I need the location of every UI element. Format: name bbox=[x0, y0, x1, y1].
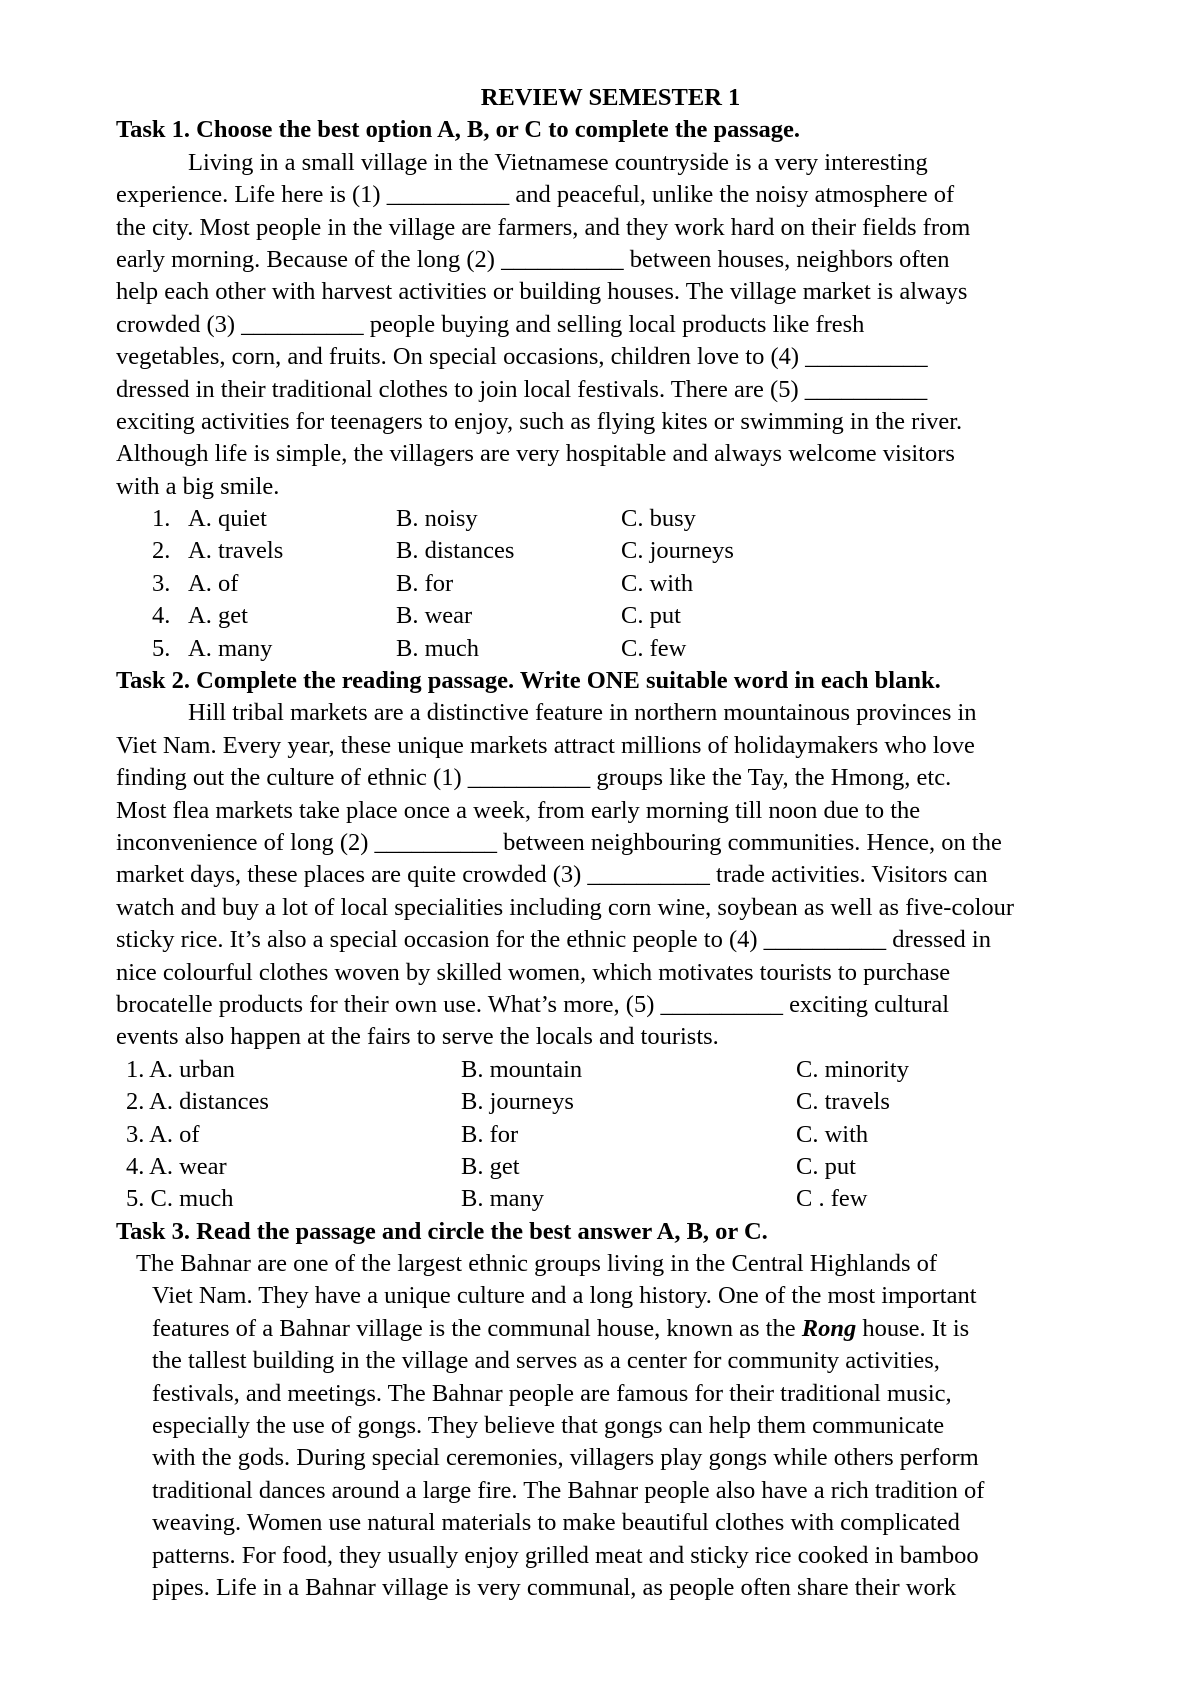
passage-line: Living in a small village in the Vietnamese countryside is a very interesting bbox=[188, 148, 928, 176]
option-b: B. mountain bbox=[461, 1055, 583, 1083]
passage-line: brocatelle products for their own use. What’s more, (5) __________ exciting cultural bbox=[116, 990, 949, 1018]
passage-line: help each other with harvest activities or building houses. The village market is always bbox=[116, 278, 968, 306]
option-b: B. noisy bbox=[396, 505, 478, 533]
option-c: C . few bbox=[796, 1185, 868, 1213]
option-b: B. much bbox=[396, 634, 480, 662]
passage-line: with the gods. During special ceremonies, villagers play gongs while others perform bbox=[152, 1444, 979, 1472]
passage-line: Although life is simple, the villagers are very hospitable and always welcome visitors bbox=[116, 440, 955, 468]
option-b: B. journeys bbox=[461, 1088, 574, 1116]
option-row bbox=[116, 1119, 1105, 1151]
option-c: C. with bbox=[621, 569, 694, 597]
option-a: 4. A. wear bbox=[126, 1152, 227, 1180]
option-a: 3. A. of bbox=[126, 1120, 200, 1148]
question-number: 1. bbox=[152, 505, 171, 533]
option-c: C. put bbox=[621, 602, 681, 630]
question-number: 4. bbox=[152, 602, 171, 630]
option-c: C. put bbox=[796, 1152, 856, 1180]
passage-line: especially the use of gongs. They believe that gongs can help them communicate bbox=[152, 1412, 945, 1440]
passage-line: early morning. Because of the long (2) __________ between houses, neighbors often bbox=[116, 245, 950, 273]
passage-line: traditional dances around a large fire. The Bahnar people also have a rich tradition of bbox=[152, 1476, 985, 1504]
passage-line: finding out the culture of ethnic (1) __________ groups like the Tay, the Hmong, etc. bbox=[116, 764, 952, 792]
passage-text: house. It is bbox=[856, 1314, 970, 1342]
passage-line: weaving. Women use natural materials to make beautiful clothes with complicated bbox=[152, 1509, 960, 1537]
option-a: A. get bbox=[188, 602, 248, 630]
passage-line: experience. Life here is (1) __________ and peaceful, unlike the noisy atmosphere of bbox=[116, 181, 955, 209]
option-b: B. wear bbox=[396, 602, 473, 630]
option-b: B. for bbox=[461, 1120, 519, 1148]
option-a: 5. C. much bbox=[126, 1185, 234, 1213]
passage-line: dressed in their traditional clothes to join local festivals. There are (5) __________ bbox=[116, 375, 928, 403]
task3-passage bbox=[116, 1248, 1105, 1604]
option-b: B. get bbox=[461, 1152, 520, 1180]
passage-line: sticky rice. It’s also a special occasion for the ethnic people to (4) __________ dressed in bbox=[116, 926, 991, 954]
option-row bbox=[116, 568, 1105, 600]
passage-line: Viet Nam. They have a unique culture and a long history. One of the most important bbox=[152, 1282, 977, 1310]
task2-heading: Task 2. Complete the reading passage. Write ONE suitable word in each blank. bbox=[116, 667, 941, 695]
option-c: C. travels bbox=[796, 1088, 890, 1116]
option-a: A. many bbox=[188, 634, 273, 662]
question-number: 5. bbox=[152, 634, 171, 662]
passage-text: features of a Bahnar village is the communal house, known as the bbox=[152, 1314, 802, 1342]
passage-line: events also happen at the fairs to serve the locals and tourists. bbox=[116, 1023, 719, 1051]
passage-line: Hill tribal markets are a distinctive feature in northern mountainous provinces in bbox=[188, 699, 977, 727]
task1-heading: Task 1. Choose the best option A, B, or C to complete the passage. bbox=[116, 116, 800, 144]
passage-line: The Bahnar are one of the largest ethnic groups living in the Central Highlands of bbox=[136, 1250, 938, 1278]
option-a: A. travels bbox=[188, 537, 284, 565]
page-title: REVIEW SEMESTER 1 bbox=[480, 84, 741, 111]
option-row bbox=[116, 1151, 1105, 1183]
option-a: 2. A. distances bbox=[126, 1088, 269, 1116]
question-number: 2. bbox=[152, 537, 171, 565]
passage-line: exciting activities for teenagers to enjoy, such as flying kites or swimming in the river. bbox=[116, 407, 963, 435]
passage-line: inconvenience of long (2) __________ between neighbouring communities. Hence, on the bbox=[116, 828, 1002, 856]
passage-line: market days, these places are quite crowded (3) __________ trade activities. Visitors can bbox=[116, 861, 988, 889]
option-row bbox=[116, 503, 1105, 535]
option-b: B. for bbox=[396, 569, 454, 597]
passage-line: the city. Most people in the village are farmers, and they work hard on their fields from bbox=[116, 213, 971, 241]
task2-options bbox=[116, 1054, 1105, 1216]
task2-passage bbox=[116, 697, 1105, 1053]
option-row bbox=[116, 633, 1105, 665]
passage-line: festivals, and meetings. The Bahnar people are famous for their traditional music, bbox=[152, 1379, 952, 1407]
emphasized-term: Rong bbox=[801, 1314, 857, 1342]
passage-line: pipes. Life in a Bahnar village is very communal, as people often share their work bbox=[152, 1573, 957, 1601]
option-row bbox=[116, 1054, 1105, 1086]
passage-line: with a big smile. bbox=[116, 472, 280, 500]
option-row bbox=[116, 1183, 1105, 1215]
option-a: A. quiet bbox=[188, 505, 267, 533]
option-row bbox=[116, 1086, 1105, 1118]
passage-line: Most flea markets take place once a week, from early morning till noon due to the bbox=[116, 796, 921, 824]
passage-line: the tallest building in the village and serves as a center for community activities, bbox=[152, 1347, 940, 1375]
passage-line: crowded (3) __________ people buying and selling local products like fresh bbox=[116, 310, 865, 338]
passage-line: patterns. For food, they usually enjoy grilled meat and sticky rice cooked in bamboo bbox=[152, 1541, 979, 1569]
task1-passage bbox=[116, 147, 1105, 503]
question-number: 3. bbox=[152, 569, 171, 597]
option-row bbox=[116, 600, 1105, 632]
option-c: C. with bbox=[796, 1120, 869, 1148]
option-b: B. many bbox=[461, 1185, 545, 1213]
option-row bbox=[116, 535, 1105, 567]
passage-line: vegetables, corn, and fruits. On special occasions, children love to (4) __________ bbox=[116, 343, 928, 371]
passage-line: watch and buy a lot of local specialities including corn wine, soybean as well as five-colour bbox=[116, 893, 1015, 921]
option-b: B. distances bbox=[396, 537, 515, 565]
option-c: C. few bbox=[621, 634, 687, 662]
option-a: A. of bbox=[188, 569, 239, 597]
option-c: C. journeys bbox=[621, 537, 734, 565]
option-c: C. minority bbox=[796, 1055, 909, 1083]
task1-options bbox=[116, 503, 1105, 665]
option-c: C. busy bbox=[621, 505, 696, 533]
passage-line: Viet Nam. Every year, these unique markets attract millions of holidaymakers who love bbox=[116, 731, 975, 759]
task3-heading: Task 3. Read the passage and circle the best answer A, B, or C. bbox=[116, 1217, 768, 1245]
option-a: 1. A. urban bbox=[126, 1055, 235, 1083]
passage-line: nice colourful clothes woven by skilled women, which motivates tourists to purchase bbox=[116, 958, 951, 986]
passage-line bbox=[152, 1313, 1105, 1345]
